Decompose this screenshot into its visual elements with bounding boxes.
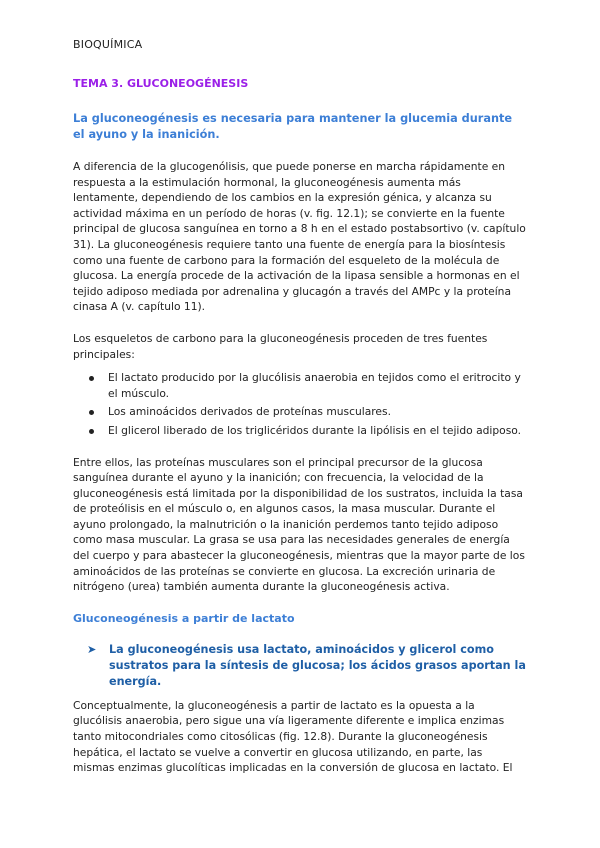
page-header-subject: BIOQUÍMICA [73,38,143,51]
list-item [89,423,527,439]
paragraph-1: A diferencia de la glucogenólisis, que puede ponerse en marcha rápidamente en respuesta a la estimulación hormonal, la gluconeogénesis aumenta más lentamente, dependiendo de los cambios en la expresión génica, y alcanza su actividad máxima en un período de horas (v. fig. 12.1); se convierte en la fuente principal de glucosa sanguínea en torno a 8 h en el estado postabsortivo (v. capítulo 31). La gluconeogénesis requiere tanto una fuente de energía para la biosíntesis como una fuente de carbono para la formación del esqueleto de la molécula de glucosa. La energía procede de la activación de la lipasa sensible a hormonas en el tejido adiposo mediada por adrenalina y glucagón a través del AMPc y la proteína cinasa A (v. capítulo 11). [73,160,526,314]
list-item-text: Los aminoácidos derivados de proteínas musculares. [108,405,391,419]
paragraph-4: Conceptualmente, la gluconeogénesis a partir de lactato es la opuesta a la glucólisis anaerobia, pero sigue una vía ligeramente diferente e implica enzimas tanto mitocondriales como citosólicas (fig. 12.8). Durante la gluconeogénesis hepática, el lactato se vuelve a convertir en glucosa utilizando, en parte, las mismas enzimas glucolíticas implicadas en la conversión de glucosa en lactato. El [73,698,513,775]
paragraph-2: Los esqueletos de carbono para la gluconeogénesis proceden de tres fuentes principales: [73,331,488,361]
key-point-text: La gluconeogénesis usa lactato, aminoácidos y glicerol como sustratos para la síntesis de glucosa; los ácidos grasos aportan la energía. [109,642,526,688]
arrow-bullet-icon: ➤ [87,642,97,656]
subsection-title: Gluconeogénesis a partir de lactato [73,611,295,625]
key-point [73,642,527,690]
bullet-icon [89,376,94,381]
bullet-icon [89,429,94,434]
list-item-text: El glicerol liberado de los triglicéridos durante la lipólisis en el tejido adiposo. [108,423,522,437]
list-item-text: El lactato producido por la glucólisis anaerobia en tejidos como el eritrocito y el músculo. [108,371,521,400]
paragraph-3: Entre ellos, las proteínas musculares son el principal precursor de la glucosa sanguínea durante el ayuno y la inanición; con frecuencia, la velocidad de la gluconeogénesis está limitada por la disponibilidad de los sustratos, incluida la tasa de proteólisis en el músculo o, en algunos casos, la masa muscular. Durante el ayuno prolongado, la malnutrición o la inanición perdemos tanto tejido adiposo como masa muscular. La grasa se usa para las necesidades generales de energía del cuerpo y para abastecer la gluconeogénesis, mientras que la mayor parte de los aminoácidos de las proteínas se convierte en glucosa. La excreción urinaria de nitrógeno (urea) también aumenta durante la gluconeogénesis activa. [73,455,525,594]
intro-heading: La gluconeogénesis es necesaria para mantener la glucemia durante el ayuno y la inanición. [73,112,513,141]
carbon-sources-list [73,370,527,438]
topic-title: TEMA 3. GLUCONEOGÉNESIS [73,77,249,90]
list-item [89,370,527,401]
list-item [89,404,527,420]
bullet-icon [89,410,94,415]
